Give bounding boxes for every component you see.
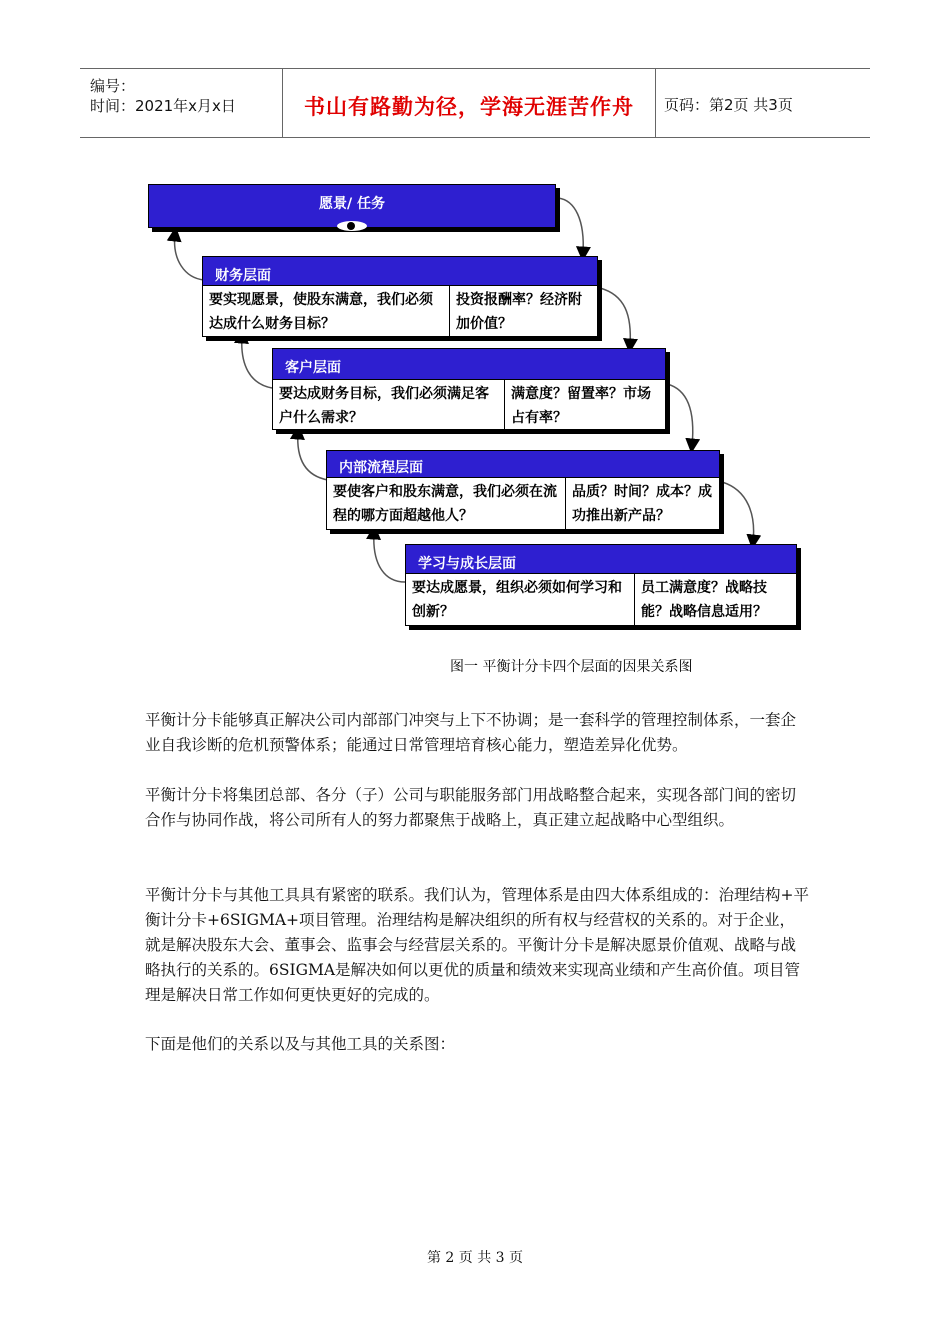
page-footer: 第 2 页 共 3 页 bbox=[426, 1250, 524, 1266]
paragraph-1: 平衡计分卡能够真正解决公司内部部门冲突与上下不协调；是一套科学的管理控制体系，一套企业自我诊断的危机预警体系；能通过日常管理培育核心能力，塑造差异化优势。 bbox=[145, 711, 797, 754]
layer-title-bar bbox=[405, 544, 797, 574]
layer-measures: 员工满意度？战略技能？战略信息适用？ bbox=[634, 574, 798, 625]
vision-bar bbox=[148, 184, 556, 228]
layer-title: 学习与成长层面 bbox=[418, 556, 516, 572]
page-header bbox=[80, 68, 870, 138]
vision-label: 愿景/ 任务 bbox=[319, 196, 385, 212]
layer-title-bar bbox=[326, 450, 720, 478]
arrow-financial-to-customer bbox=[600, 288, 630, 346]
layer-measures: 满意度？留置率？市场占有率？ bbox=[504, 380, 667, 429]
arrow-learning-to-process bbox=[374, 532, 405, 582]
eye-icon bbox=[337, 221, 367, 231]
process-layer bbox=[326, 450, 720, 530]
layer-question: 要实现愿景，使股东满意，我们必须达成什么财务目标？ bbox=[209, 292, 433, 332]
layer-question: 要达成财务目标，我们必须满足客户什么需求？ bbox=[279, 386, 489, 426]
layer-measures: 品质？时间？成本？成功推出新产品？ bbox=[565, 478, 721, 529]
layer-title: 内部流程层面 bbox=[339, 460, 423, 476]
arrow-financial-to-vision bbox=[175, 234, 204, 280]
arrow-customer-to-process bbox=[667, 384, 693, 446]
balanced-scorecard-diagram bbox=[0, 170, 950, 675]
arrow-process-to-learning bbox=[722, 482, 754, 542]
header-page-cell bbox=[656, 69, 870, 137]
layer-cells bbox=[405, 573, 797, 626]
layer-cells bbox=[326, 477, 720, 530]
customer-layer bbox=[272, 348, 666, 428]
layer-question: 要使客户和股东满意，我们必须在流程的哪方面超越他人？ bbox=[333, 484, 557, 524]
financial-layer bbox=[202, 256, 598, 336]
layer-title-bar bbox=[272, 348, 666, 380]
number-label: 编号： bbox=[90, 77, 136, 95]
paragraph-4: 下面是他们的关系以及与其他工具的关系图： bbox=[145, 1035, 456, 1053]
arrow-process-to-customer bbox=[298, 432, 328, 480]
arrow-customer-to-financial bbox=[242, 336, 272, 388]
header-motto-cell bbox=[282, 69, 656, 137]
learning-layer bbox=[405, 544, 797, 624]
layer-measures: 投资报酬率？经济附加价值？ bbox=[449, 286, 599, 336]
layer-cells bbox=[202, 285, 598, 337]
layer-title-bar bbox=[202, 256, 598, 286]
layer-question: 要达成愿景，组织必须如何学习和创新？ bbox=[412, 580, 622, 620]
paragraph-3: 平衡计分卡与其他工具具有紧密的联系。我们认为，管理体系是由四大体系组成的：治理结构+平衡计分卡+6SIGMA+项目管理。治理结构是解决组织的所有权与经营权的关系的。对于企业，就是解决股东大会、董事会、监事会与经营层关系的。平衡计分卡是解决愿景价值观、战略与战略执行的关系的。6SIGMA是解决如何以更优的质量和绩效来实现高业绩和产生高价值。项目管理是解决日常工作如何更快更好的完成的。 bbox=[145, 886, 809, 1004]
figure-caption: 图一 平衡计分卡四个层面的因果关系图 bbox=[450, 659, 693, 675]
layer-title: 客户层面 bbox=[285, 360, 341, 376]
page-label: 页码：第2页 共3页 bbox=[664, 96, 793, 114]
layer-title: 财务层面 bbox=[215, 268, 271, 284]
layer-cells bbox=[272, 379, 666, 430]
time-label: 时间：2021年x月x日 bbox=[90, 97, 236, 115]
arrow-vision-to-financial bbox=[558, 198, 583, 254]
header-meta-cell bbox=[80, 69, 282, 137]
paragraph-2: 平衡计分卡将集团总部、各分（子）公司与职能服务部门用战略整合起来，实现各部门间的密切合作与协同作战，将公司所有人的努力都聚焦于战略上，真正建立起战略中心型组织。 bbox=[145, 786, 797, 829]
motto: 书山有路勤为径，学海无涯苦作舟 bbox=[304, 95, 634, 119]
